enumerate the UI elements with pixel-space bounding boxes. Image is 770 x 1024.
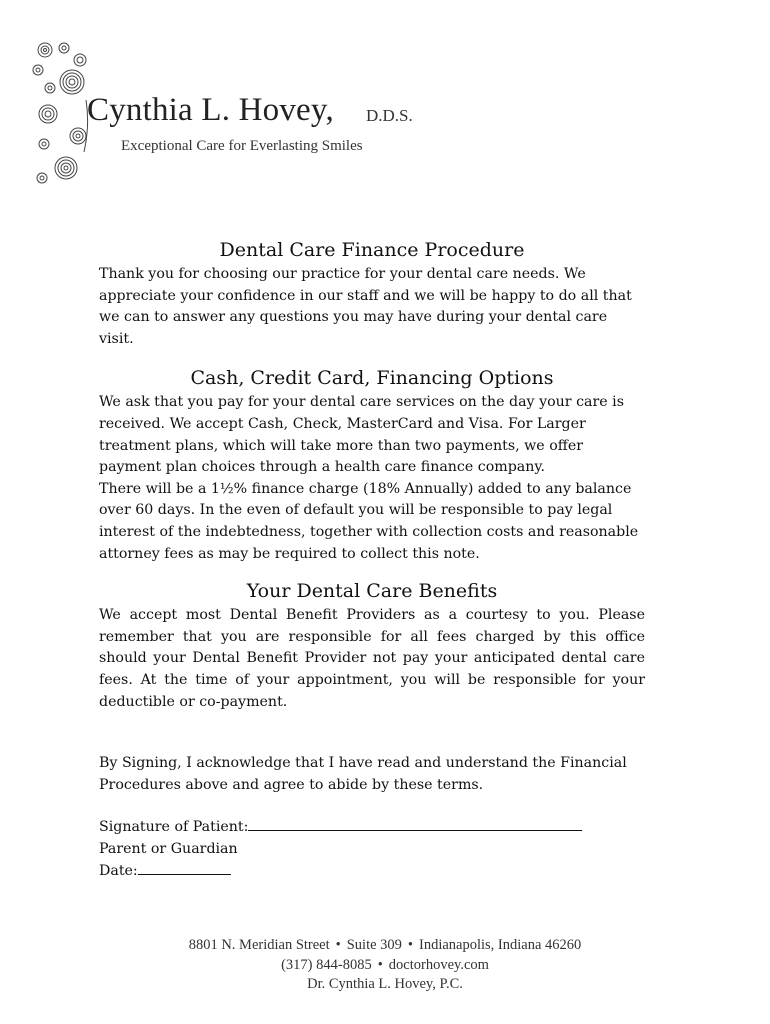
practice-tagline: Exceptional Care for Everlasting Smiles xyxy=(121,138,363,154)
phone-number: (317) 844-8085 xyxy=(281,956,372,973)
bullet-separator-icon: • xyxy=(335,937,341,953)
practice-legal-name: Dr. Cynthia L. Hovey, P.C. xyxy=(307,976,463,992)
date-line[interactable] xyxy=(138,860,231,875)
intro-paragraph: Thank you for choosing our practice for your dental care needs. We appreciate your confidence in our staff and we will be happy to do all that we can to answer any questions you may have during your dental care visit. xyxy=(99,266,632,347)
letterhead-footer xyxy=(0,936,770,995)
date-row[interactable] xyxy=(99,860,645,883)
acknowledgement-paragraph: By Signing, I acknowledge that I have read and understand the Financial Procedures above and agree to abide by these terms. xyxy=(99,755,627,793)
address-line xyxy=(0,936,770,956)
bullet-separator-icon: • xyxy=(377,956,383,973)
suite-number: Suite 309 xyxy=(346,937,402,953)
signature-block xyxy=(99,816,645,883)
benefits-heading: Your Dental Care Benefits xyxy=(246,580,498,603)
website: doctorhovey.com xyxy=(388,956,489,973)
payment-options-heading: Cash, Credit Card, Financing Options xyxy=(190,367,554,390)
patient-signature-line[interactable] xyxy=(248,816,582,831)
payment-paragraph: We ask that you pay for your dental care services on the day your care is received. We accept Cash, Check, MasterCard and Visa. For Larger treatment plans, which will take more than two payments, we offer payment plan choices through a health care finance company. xyxy=(99,394,624,476)
swirl-logo-icon xyxy=(30,40,92,190)
date-label: Date: xyxy=(99,863,138,880)
patient-signature-row[interactable] xyxy=(99,816,645,839)
finance-procedure-heading: Dental Care Finance Procedure xyxy=(219,239,525,261)
contact-line xyxy=(0,956,770,976)
finance-charge-paragraph: There will be a 1½% finance charge (18% Annually) added to any balance over 60 days. In the even of default you will be responsible to pay legal interest of the indebtedness, together with collection costs and reasonable attorney fees as may be required to collect this note. xyxy=(99,480,639,562)
patient-signature-label: Signature of Patient: xyxy=(99,819,249,836)
practice-name: Cynthia L. Hovey, xyxy=(87,92,334,128)
street-address: 8801 N. Meridian Street xyxy=(188,937,330,953)
guardian-label: Parent or Guardian xyxy=(99,840,238,857)
city-state-zip: Indianapolis, Indiana 46260 xyxy=(419,937,582,953)
practice-credentials: D.D.S. xyxy=(366,106,413,125)
bullet-separator-icon: • xyxy=(407,937,413,953)
benefits-paragraph: We accept most Dental Benefit Providers as a courtesy to you. Please remember that you are responsible for all fees charged by this office should your Dental Benefit Provider not pay your anticipated dental care fees. At the time of your appointment, you will be responsible for your deductible or co-payment. xyxy=(99,607,645,710)
document-body xyxy=(99,236,645,883)
